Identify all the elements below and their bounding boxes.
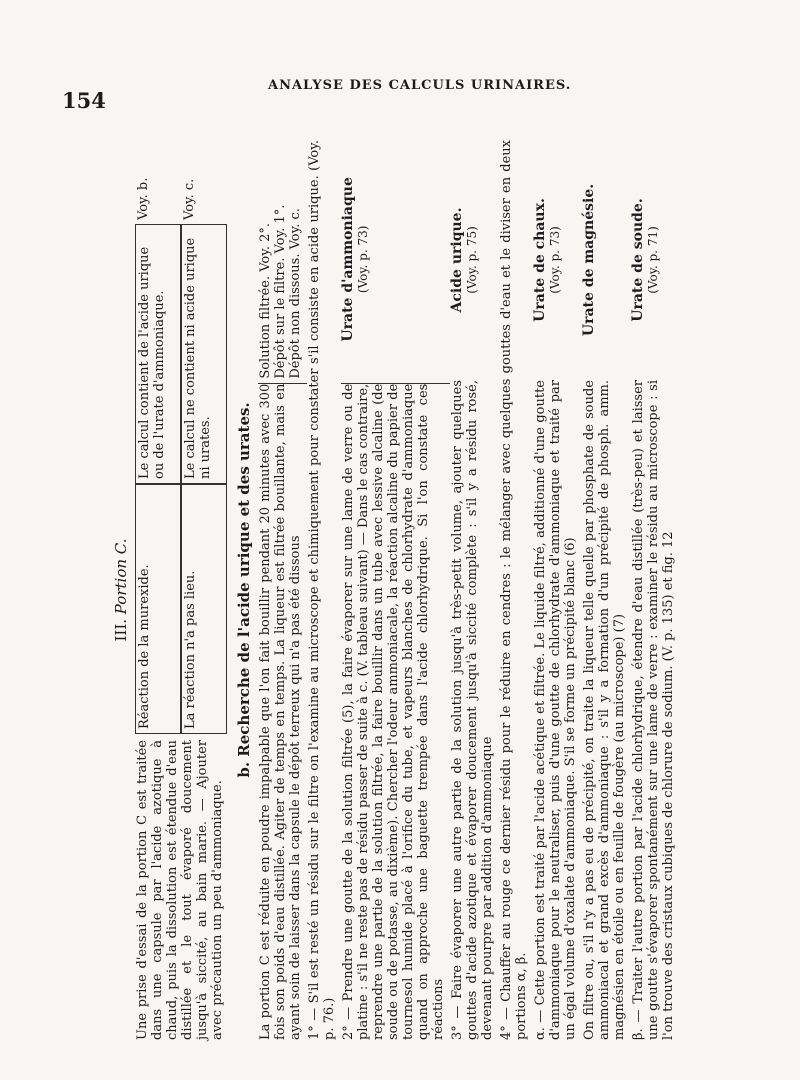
condition-murexide: Réaction de la murexide. xyxy=(135,484,181,734)
alpha2-salt: Urate de magnésie. xyxy=(581,183,597,337)
intro-result-filtered: Solution filtrée. Voy. 2°. xyxy=(258,222,273,379)
section-b-intro-results xyxy=(258,140,307,384)
section-b-title: b. Recherche de l'acide urique et des urates. xyxy=(235,402,253,778)
step-3-result xyxy=(450,140,499,380)
page-header xyxy=(0,0,800,130)
step-2: 2° — Prendre une goutte de la solution filtrée (5), la faire évaporer sur une lame de verre ou de platine : s'il ne reste pas de résidu passer de suite à c. (V. tableau suivant) — Dans le cas contraire, reprendre une partie de la solution filtrée, la faire bouillir dans un tube avec lessive alcaline (de soude ou de potasse, au dixième). Chercher l'odeur ammoniacale, la réaction alcaline du papier de tournesol humide placé à l'orifice du tube, et vapeurs blanches de chlorhydrate d'ammoniaque quand on approche une baguette trempée dans l'acide chlorhydrique. Si l'on constate ces réactions xyxy=(341,383,446,1040)
step-3-ref: (Voy. p. 75) xyxy=(465,226,479,294)
portion-c-refs xyxy=(135,144,227,224)
section-b-intro: La portion C est réduite en poudre impalpable que l'on fait bouillir pendant 20 minutes avec 300 fois son poids d'eau distillée. Agiter de temps en temps. La liqueur est filtrée bouillante, mais en ayant soin de laisser dans la capsule le dépôt terreux qui n'a pas été dissous xyxy=(258,383,303,1040)
step-2-salt: Urate d'ammoniaque xyxy=(340,177,356,342)
beta-row xyxy=(631,140,680,1040)
alpha-ref: (Voy. p. 73) xyxy=(548,226,562,294)
ref-b: Voy. b. xyxy=(136,177,151,220)
portion-c-title xyxy=(114,140,129,1040)
page-number: 154 xyxy=(62,88,106,113)
alpha2-result xyxy=(582,140,631,380)
step-2-row xyxy=(341,140,450,1040)
beta-result xyxy=(631,140,680,380)
alpha-row xyxy=(533,140,582,1040)
alpha2-row xyxy=(582,140,631,1040)
step-2-ref: (Voy. p. 73) xyxy=(356,225,370,294)
result-no-uric: Le calcul ne contient ni acide urique ni urates. xyxy=(181,224,227,484)
step-2-result xyxy=(341,140,450,384)
ref-c: Voy. c. xyxy=(182,178,197,220)
rotated-content xyxy=(110,140,750,1040)
condition-no-reaction: La réaction n'a pas lieu. xyxy=(181,484,227,734)
step-4: 4° — Chauffer au rouge ce dernier résidu pour le réduire en cendres : le mélanger avec quelques gouttes d'eau et le diviser en deux portions α, β. xyxy=(499,140,529,1040)
section-b-intro-row xyxy=(258,140,307,1040)
result-uric: Le calcul contient de l'acide urique ou de l'urate d'ammoniaque. xyxy=(135,224,181,484)
alpha2-step: On filtre ou, s'il n'y a pas eu de précipité, on traite la liqueur telle quelle par phosphate de soude ammoniacal et grand excès d'ammoniaque : s'il y a formation d'un précipité de phosph. amm. magnésien en étoile ou en feuille de fougère (au microscope) (7) xyxy=(582,380,627,1040)
step-3-row xyxy=(450,140,499,1040)
step-3-salt: Acide urique. xyxy=(449,207,465,313)
beta-ref: (Voy. p. 71) xyxy=(646,226,660,294)
alpha-salt: Urate de chaux. xyxy=(532,198,548,322)
portion-c-label: Portion C. xyxy=(112,538,130,615)
portion-c-table xyxy=(135,140,227,1040)
alpha-result xyxy=(533,140,582,380)
intro-result-filter: Dépôt sur le filtre. Voy. 1°. xyxy=(273,204,288,379)
beta-salt: Urate de soude. xyxy=(630,198,646,322)
step-1: 1° — S'il est resté un résidu sur le filtre on l'examine au microscope et chimiquement pour constater s'il consiste en acide urique. (Voy. p. 76.) xyxy=(307,140,337,1040)
portion-c-conditions xyxy=(135,484,227,734)
intro-result-undissolved: Dépôt non dissous. Voy. c. xyxy=(288,208,303,379)
beta-step: β. — Traiter l'autre portion par l'acide chlorhydrique, étendre d'eau distillée (très-peu) et laisser une goutte s'évaporer spontanément sur une lame de verre : examiner le résidu au microscope : si l'on trouve des cristaux cubiques de chlorure de sodium. (V. p. 135) et fig. 12 xyxy=(631,380,676,1040)
portion-c-number: III. xyxy=(112,618,130,642)
running-head: ANALYSE DES CALCULS URINAIRES. xyxy=(268,78,572,93)
step-3: 3° — Faire évaporer une autre partie de la solution jusqu'à très-petit volume, ajouter quelques gouttes d'acide azotique et évaporer doucement jusqu'à siccité complète : s'il y a résidu rosé, devenant pourpre par addition d'ammoniaque xyxy=(450,380,495,1040)
portion-c-intro: Une prise d'essai de la portion C est traitée dans une capsule par l'acide azotique à chaud, puis la dissolution est étendue d'eau distillée et le tout évaporé doucement jusqu'à siccité, au bain marie. — Ajouter avec précaution un peu d'ammoniaque. xyxy=(135,740,225,1040)
portion-c-results xyxy=(135,224,227,484)
alpha-step: α. — Cette portion est traité par l'acide acétique et filtrée. Le liquide filtré, additionné d'une goutte d'ammoniaque pour le neutraliser, puis d'une goutte de chlorhydrate d'ammoniaque et traité par un égal volume d'oxalate d'ammoniaque. S'il se forme un précipité blanc (6) xyxy=(533,380,578,1040)
